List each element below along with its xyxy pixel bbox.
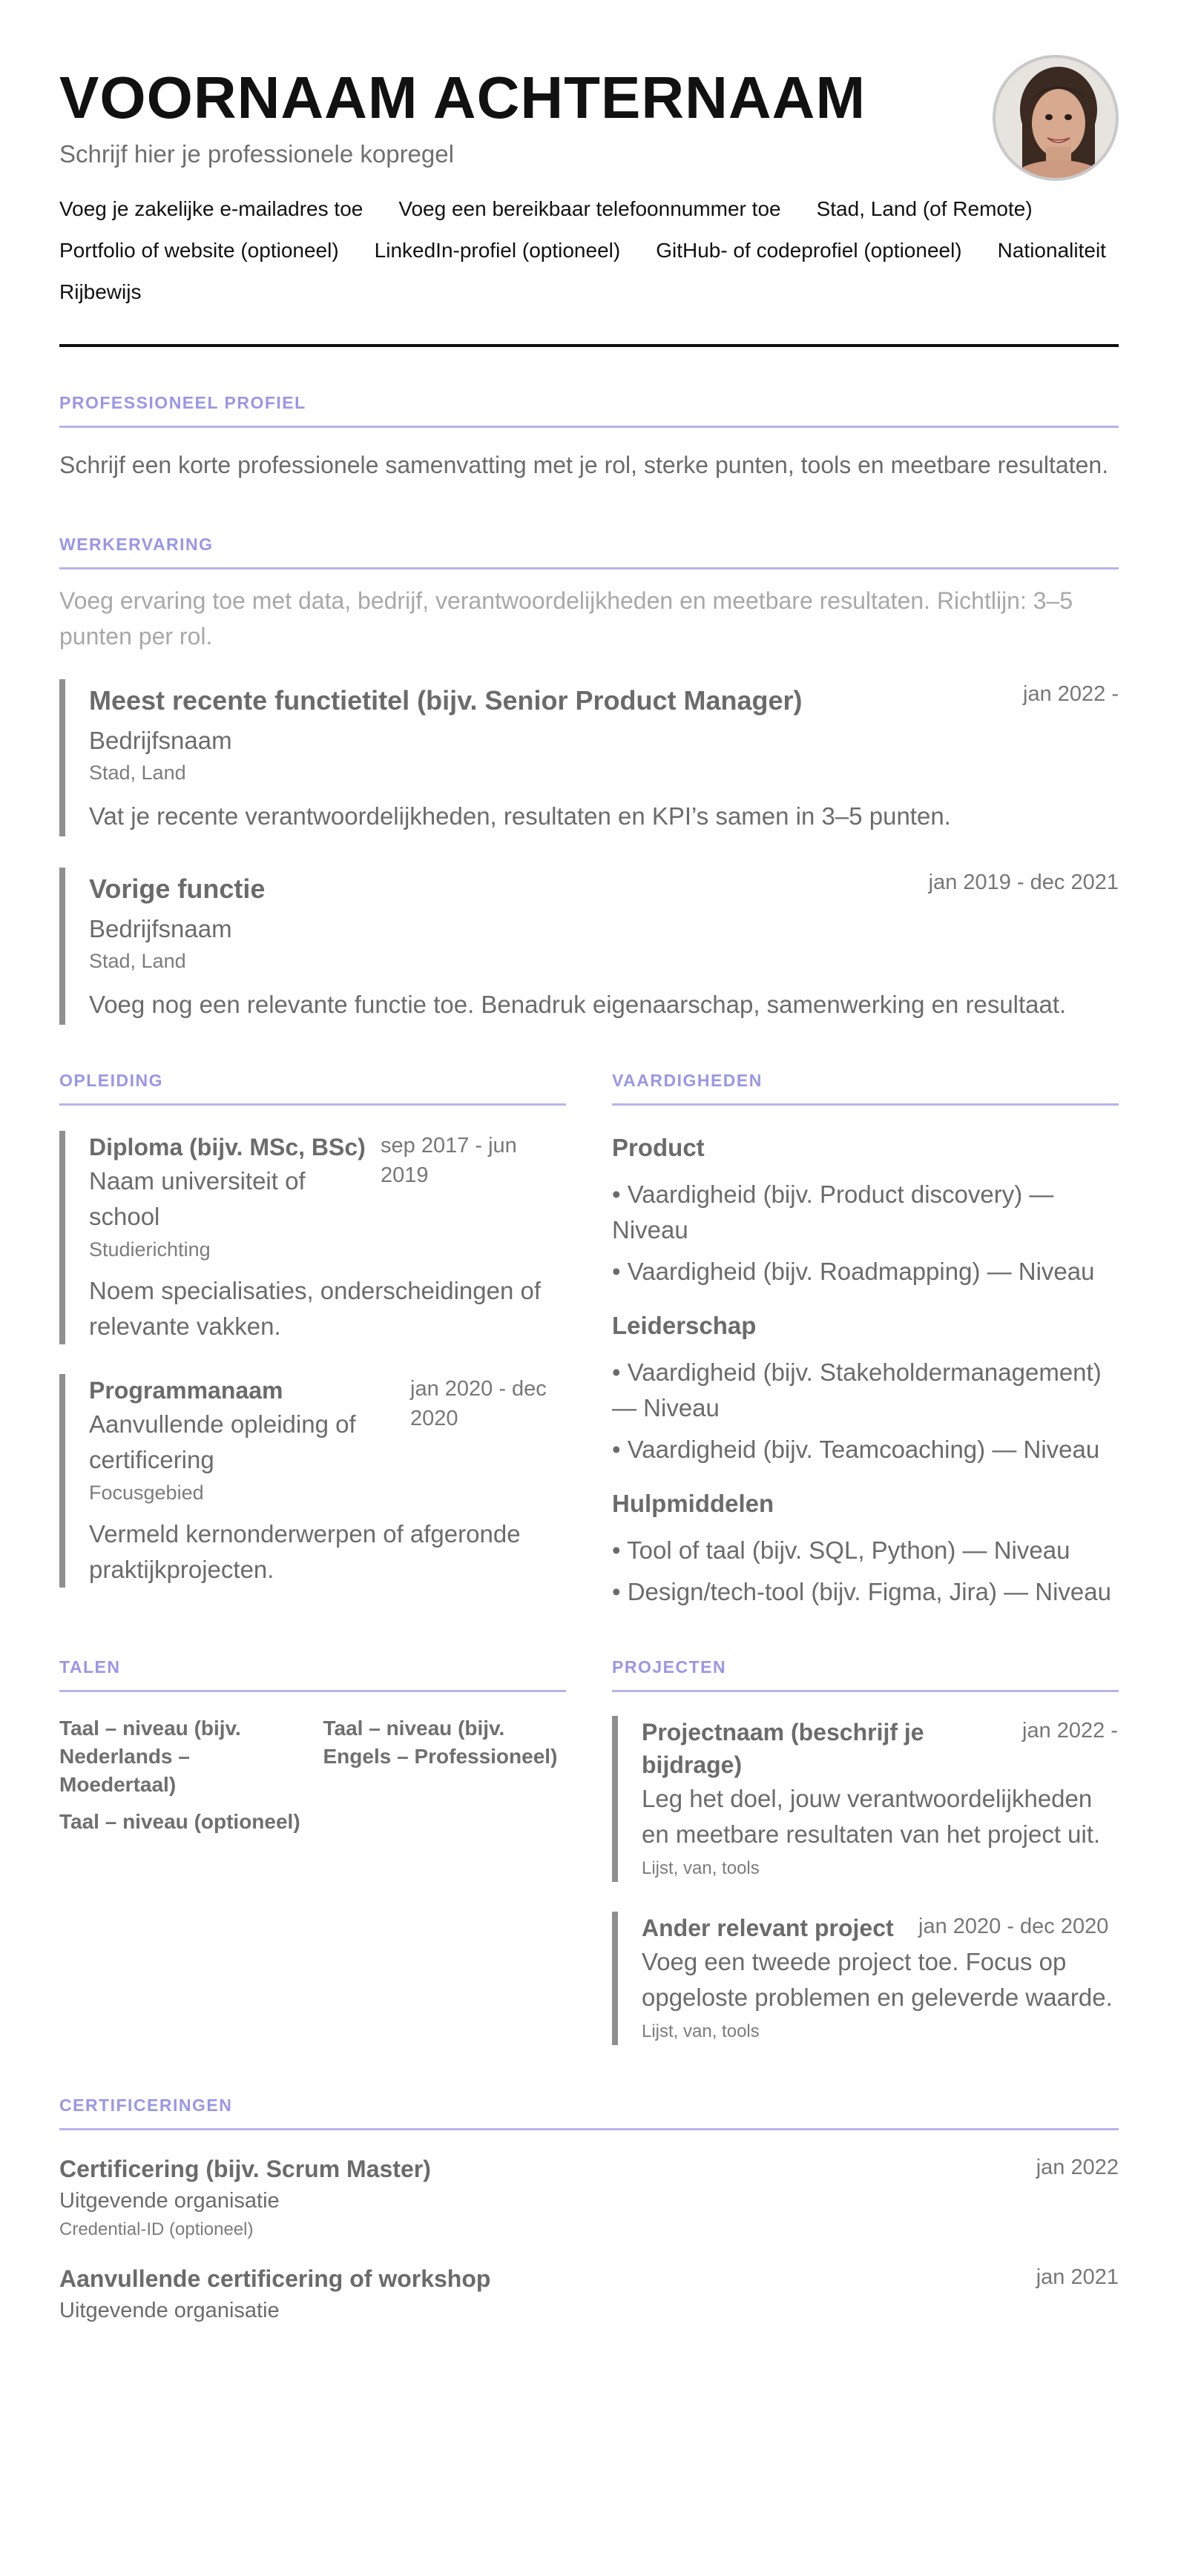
section-title: PROJECTEN [612, 1657, 727, 1677]
education-date: jan 2020 - dec 2020 [410, 1377, 547, 1430]
education-entry [59, 1374, 566, 1588]
certification-entry [59, 2153, 1119, 2243]
section-title: TALEN [59, 1657, 121, 1677]
section-divider [59, 2128, 1119, 2130]
certifications-section [59, 2094, 1119, 2326]
degree-title: Programmanaam [89, 1377, 283, 1404]
project-name: Ander relevant project [642, 1915, 894, 1941]
company-name: Bedrijfsnaam [89, 727, 232, 754]
section-divider [59, 1103, 566, 1106]
section-divider [59, 1690, 566, 1692]
section-title: VAARDIGHEDEN [612, 1071, 763, 1090]
section-title: PROFESSIONEEL PROFIEL [59, 393, 306, 412]
contact-phone: Voeg een bereikbaar telefoonnummer toe [398, 197, 781, 220]
language-item: Taal – niveau (bijv. Engels – Professioneel) [323, 1717, 558, 1768]
job-description: Voeg nog een relevante functie toe. Benadruk eigenaarschap, samenwerking en resultaat. [89, 991, 1067, 1018]
credential-id: Credential-ID (optioneel) [59, 2219, 254, 2239]
job-location: Stad, Land [89, 762, 186, 784]
job-date: jan 2019 - dec 2021 [928, 871, 1119, 894]
section-title: CERTIFICERINGEN [59, 2096, 233, 2115]
job-date: jan 2022 - [1023, 682, 1119, 706]
skill-item: • Tool of taal (bijv. SQL, Python) — Niveau [612, 1536, 1070, 1564]
resume-header [59, 0, 1119, 347]
skill-group-title: Leiderschap [612, 1312, 757, 1339]
languages-section [59, 1656, 566, 2045]
education-entry [59, 1131, 566, 1344]
experience-entry [59, 679, 1119, 836]
degree-title: Diploma (bijv. MSc, BSc) [89, 1134, 366, 1160]
education-date: sep 2017 - jun 2019 [381, 1134, 517, 1187]
section-divider [59, 567, 1119, 569]
contact-github: GitHub- of codeprofiel (optioneel) [656, 239, 962, 262]
project-description: Voeg een tweede project toe. Focus op opgeloste problemen en geleverde waarde. [642, 1948, 1113, 2011]
job-title: Vorige functie [89, 873, 266, 904]
experience-entry [59, 868, 1119, 1025]
section-divider [59, 426, 1119, 428]
project-name: Projectnaam (beschrijf je bijdrage) [642, 1719, 924, 1778]
contact-linkedin: LinkedIn-profiel (optioneel) [374, 239, 621, 262]
job-description: Vat je recente verantwoordelijkheden, resultaten en KPI’s samen in 3–5 punten. [89, 802, 951, 830]
skill-item: • Vaardigheid (bijv. Teamcoaching) — Niveau [612, 1436, 1100, 1463]
project-entry [612, 1716, 1119, 1882]
certification-date: jan 2022 [1036, 2156, 1119, 2179]
contact-drivers-license: Rijbewijs [59, 280, 142, 303]
study-field: Focusgebied [89, 1482, 204, 1504]
company-name: Bedrijfsnaam [89, 915, 232, 942]
certification-name: Certificering (bijv. Scrum Master) [59, 2156, 431, 2182]
project-date: jan 2022 - [1022, 1719, 1118, 1743]
contact-nationality: Nationaliteit [997, 239, 1106, 262]
school-name: Aanvullende opleiding of certificering [89, 1410, 356, 1473]
project-tools: Lijst, van, tools [642, 1858, 760, 1878]
experience-hint: Voeg ervaring toe met data, bedrijf, verantwoordelijkheden en meetbare resultaten. Richtlijn: 3–5 punten per rol. [59, 587, 1073, 650]
skill-item: • Vaardigheid (bijv. Stakeholdermanagement) — Niveau [612, 1358, 1102, 1421]
school-name: Naam universiteit of school [89, 1167, 306, 1230]
certification-date: jan 2021 [1036, 2265, 1119, 2289]
certification-issuer: Uitgevende organisatie [59, 2299, 280, 2322]
language-item: Taal – niveau (bijv. Nederlands – Moedertaal) [59, 1717, 241, 1796]
languages-projects-row [59, 1656, 1119, 2045]
study-field: Studierichting [89, 1238, 211, 1261]
section-title: WERKERVARING [59, 535, 214, 554]
skill-item: • Vaardigheid (bijv. Roadmapping) — Niveau [612, 1258, 1095, 1285]
education-description: Noem specialisaties, onderscheidingen of relevante vakken. [89, 1277, 542, 1340]
contact-email: Voeg je zakelijke e-mailadres toe [59, 197, 363, 220]
project-description: Leg het doel, jouw verantwoordelijkheden en meetbare resultaten van het project uit. [642, 1785, 1101, 1848]
project-tools: Lijst, van, tools [642, 2021, 760, 2041]
projects-section [612, 1656, 1119, 2045]
contact-list [59, 188, 1119, 313]
headline: Schrijf hier je professionele kopregel [59, 140, 454, 168]
certification-entry [59, 2262, 1119, 2326]
job-title: Meest recente functietitel (bijv. Senior Product Manager) [89, 685, 803, 716]
certification-issuer: Uitgevende organisatie [59, 2189, 280, 2213]
section-divider [612, 1690, 1119, 1692]
profile-photo [993, 55, 1119, 181]
education-skills-row [59, 1069, 1119, 1610]
skill-item: • Vaardigheid (bijv. Product discovery) — Niveau [612, 1180, 1054, 1244]
section-title: OPLEIDING [59, 1071, 164, 1090]
job-location: Stad, Land [89, 950, 186, 972]
language-item: Taal – niveau (optioneel) [59, 1810, 300, 1833]
profile-section [59, 392, 1119, 484]
candidate-name: VOORNAAM ACHTERNAAM [59, 65, 866, 131]
contact-portfolio: Portfolio of website (optioneel) [59, 239, 339, 262]
language-list [59, 1714, 566, 1836]
section-divider [612, 1103, 1119, 1106]
skill-group-title: Product [612, 1134, 705, 1161]
header-divider [59, 344, 1119, 347]
education-description: Vermeld kernonderwerpen of afgeronde praktijkprojecten. [89, 1520, 521, 1583]
profile-summary: Schrijf een korte professionele samenvatting met je rol, sterke punten, tools en meetbare resultaten. [59, 452, 1109, 478]
skill-item: • Design/tech-tool (bijv. Figma, Jira) — Niveau [612, 1578, 1111, 1605]
contact-location: Stad, Land (of Remote) [816, 197, 1033, 220]
project-date: jan 2020 - dec 2020 [918, 1915, 1109, 1938]
project-entry [612, 1912, 1119, 2045]
education-section [59, 1069, 566, 1610]
experience-section [59, 533, 1119, 1025]
skills-section [612, 1069, 1119, 1610]
certification-name: Aanvullende certificering of workshop [59, 2265, 491, 2292]
skill-group-title: Hulpmiddelen [612, 1490, 774, 1517]
